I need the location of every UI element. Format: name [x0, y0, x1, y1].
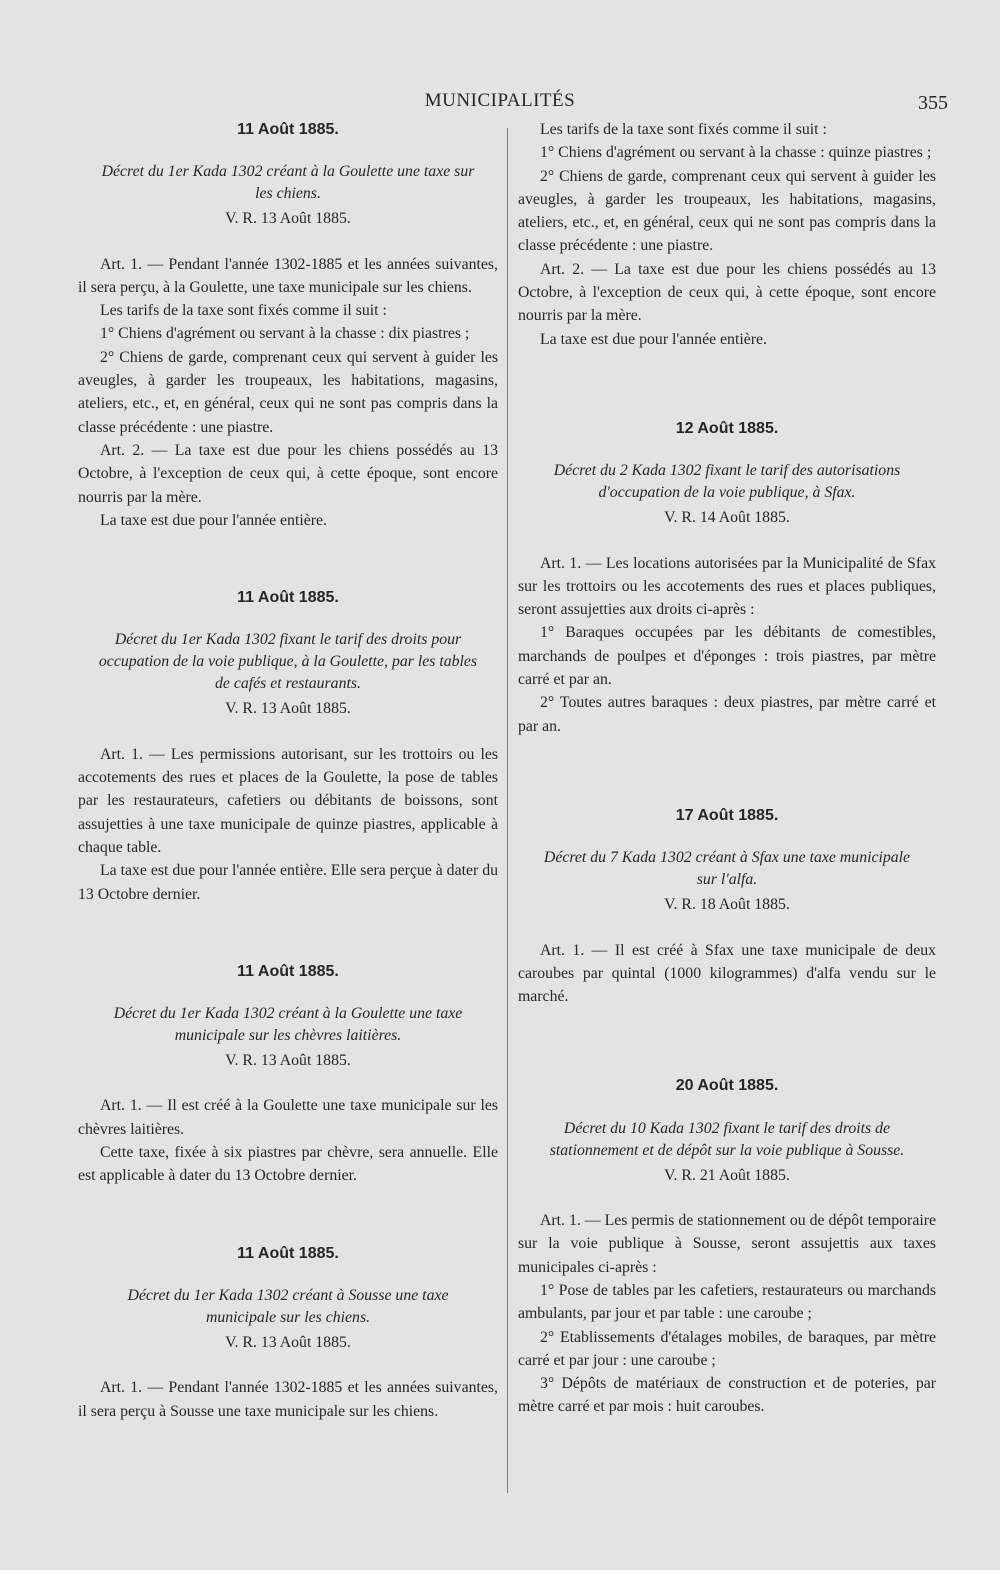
decree-reference: V. R. 13 Août 1885.: [225, 700, 351, 718]
article-paragraph: Art. 1. — Il est créé à la Goulette une taxe municipale sur les chèvres laitières.: [78, 1097, 498, 1138]
decree-section: [78, 586, 498, 906]
decree-reference: V. R. 13 Août 1885.: [225, 210, 351, 228]
article-paragraph: 2° Chiens de garde, comprenant ceux qui servent à guider les aveugles, à garder les troupeaux, les habitations, magasins, ateliers, etc., et, en général, ceux qui ne sont pas compris dans la classe précédente : une piastre.: [518, 167, 936, 255]
article-paragraph: Art. 1. — Pendant l'année 1302-1885 et les années suivantes, il sera perçu à Sousse une taxe municipale sur les chiens.: [78, 1379, 498, 1420]
decree-date: 17 Août 1885.: [675, 806, 779, 824]
decree-reference: V. R. 13 Août 1885.: [225, 1333, 351, 1351]
decree-reference: V. R. 13 Août 1885.: [225, 1052, 351, 1070]
decree-section: [78, 118, 498, 532]
article-paragraph: 1° Pose de tables par les cafetiers, restaurateurs ou marchands ambulants, par jour et par table : une caroube ;: [518, 1281, 936, 1323]
article-paragraph: 2° Toutes autres baraques : deux piastres, par mètre carré et par an.: [518, 694, 936, 735]
article-paragraph: Art. 1. — Pendant l'année 1302-1885 et les années suivantes, il sera perçu, à la Goulette, une taxe municipale sur les chiens.: [78, 255, 498, 296]
article-paragraph: Cette taxe, fixée à six piastres par chèvre, sera annuelle. Elle est applicable à dater du 13 Octobre dernier.: [78, 1144, 498, 1185]
article-paragraph: Art. 1. — Les locations autorisées par la Municipalité de Sfax sur les trottoirs ou les accotements des rues et places publiques, seront assujetties aux droits ci-après :: [518, 554, 936, 619]
decree-date: 20 Août 1885.: [675, 1077, 779, 1095]
decree-section: [518, 804, 936, 1008]
article-paragraph: 2° Etablissements d'étalages mobiles, de baraques, par mètre carré et par jour : une caroube ;: [518, 1328, 936, 1369]
decree-title: Décret du 2 Kada 1302 fixant le tarif des autorisations d'occupation de la voie publique, à Sfax.: [553, 462, 901, 502]
decree-section: [78, 960, 498, 1188]
right-column: [518, 118, 936, 1419]
article-paragraph: Art. 2. — La taxe est due pour les chiens possédés au 13 Octobre, à l'exception de ceux qui, à cette époque, sont encore nourris par la mère.: [78, 441, 498, 506]
decree-title: Décret du 1er Kada 1302 créant à la Goulette une taxe municipale sur les chèvres laitières.: [113, 1005, 463, 1045]
article-paragraph: Art. 2. — La taxe est due pour les chiens possédés au 13 Octobre, à l'exception de ceux qui, à cette époque, sont encore nourris par la mère.: [518, 260, 936, 325]
article-paragraph: 1° Baraques occupées par les débitants de comestibles, marchands de poulpes et d'éponges : trois piastres, par mètre carré et par an.: [518, 624, 936, 689]
left-column: [78, 118, 498, 1423]
decree-reference: V. R. 18 Août 1885.: [664, 896, 790, 914]
decree-section: [518, 1074, 936, 1418]
decree-title: Décret du 1er Kada 1302 fixant le tarif des droits pour occupation de la voie publique, à la Goulette, par les tables de cafés et restaurants.: [98, 631, 478, 693]
decree-date: 11 Août 1885.: [237, 121, 339, 138]
decree-title: Décret du 10 Kada 1302 fixant le tarif des droits de stationnement et de dépôt sur la voie publique à Sousse.: [549, 1119, 905, 1159]
decree-section: [518, 417, 936, 738]
article-paragraph: La taxe est due pour l'année entière. Elle sera perçue à dater du 13 Octobre dernier.: [78, 862, 498, 903]
article-paragraph: La taxe est due pour l'année entière.: [540, 330, 767, 348]
decree-reference: V. R. 14 Août 1885.: [664, 509, 790, 527]
continued-text: [518, 118, 936, 351]
article-paragraph: 3° Dépôts de matériaux de construction et de poteries, par mètre carré et par mois : huit caroubes.: [518, 1375, 936, 1416]
article-paragraph: Art. 1. — Les permissions autorisant, sur les trottoirs ou les accotements des rues et places de la Goulette, la pose de tables par les restaurateurs, cafetiers ou débitants de boissons, sont assujetties à une taxe municipale de quinze piastres, applicable à chaque table.: [78, 745, 498, 856]
decree-reference: V. R. 21 Août 1885.: [664, 1166, 790, 1184]
decree-date: 11 Août 1885.: [237, 962, 339, 980]
article-paragraph: Les tarifs de la taxe sont fixés comme il suit :: [540, 121, 827, 138]
article-paragraph: 1° Chiens d'agrément ou servant à la chasse : dix piastres ;: [100, 325, 470, 343]
article-paragraph: 1° Chiens d'agrément ou servant à la chasse : quinze piastres ;: [540, 144, 932, 162]
page-number: 355: [918, 92, 948, 114]
article-paragraph: Art. 1. — Les permis de stationnement ou de dépôt temporaire sur la voie publique à Sousse, seront assujettis aux taxes municipales ci-après :: [518, 1212, 936, 1276]
decree-date: 12 Août 1885.: [675, 419, 779, 437]
column-divider: [507, 128, 508, 1493]
running-title: MUNICIPALITÉS: [424, 90, 576, 111]
decree-date: 11 Août 1885.: [237, 1244, 339, 1262]
article-paragraph: La taxe est due pour l'année entière.: [100, 511, 327, 529]
article-paragraph: 2° Chiens de garde, comprenant ceux qui servent à guider les aveugles, à garder les troupeaux, les habitations, magasins, ateliers, etc., et, en général, ceux qui ne sont pas compris dans la classe précédente : une piastre.: [78, 348, 498, 436]
decree-title: Décret du 1er Kada 1302 créant à Sousse une taxe municipale sur les chiens.: [127, 1286, 449, 1326]
article-paragraph: Les tarifs de la taxe sont fixés comme il suit :: [100, 302, 387, 320]
decree-title: Décret du 7 Kada 1302 créant à Sfax une taxe municipale sur l'alfa.: [543, 849, 911, 889]
decree-date: 11 Août 1885.: [237, 589, 339, 607]
decree-title: Décret du 1er Kada 1302 créant à la Goulette une taxe sur les chiens.: [101, 163, 475, 203]
decree-section: [78, 1242, 498, 1423]
page-header: [0, 90, 1000, 116]
article-paragraph: Art. 1. — Il est créé à Sfax une taxe municipale de deux caroubes par quintal (1000 kilogrammes) d'alfa vendu sur le marché.: [518, 941, 936, 1006]
